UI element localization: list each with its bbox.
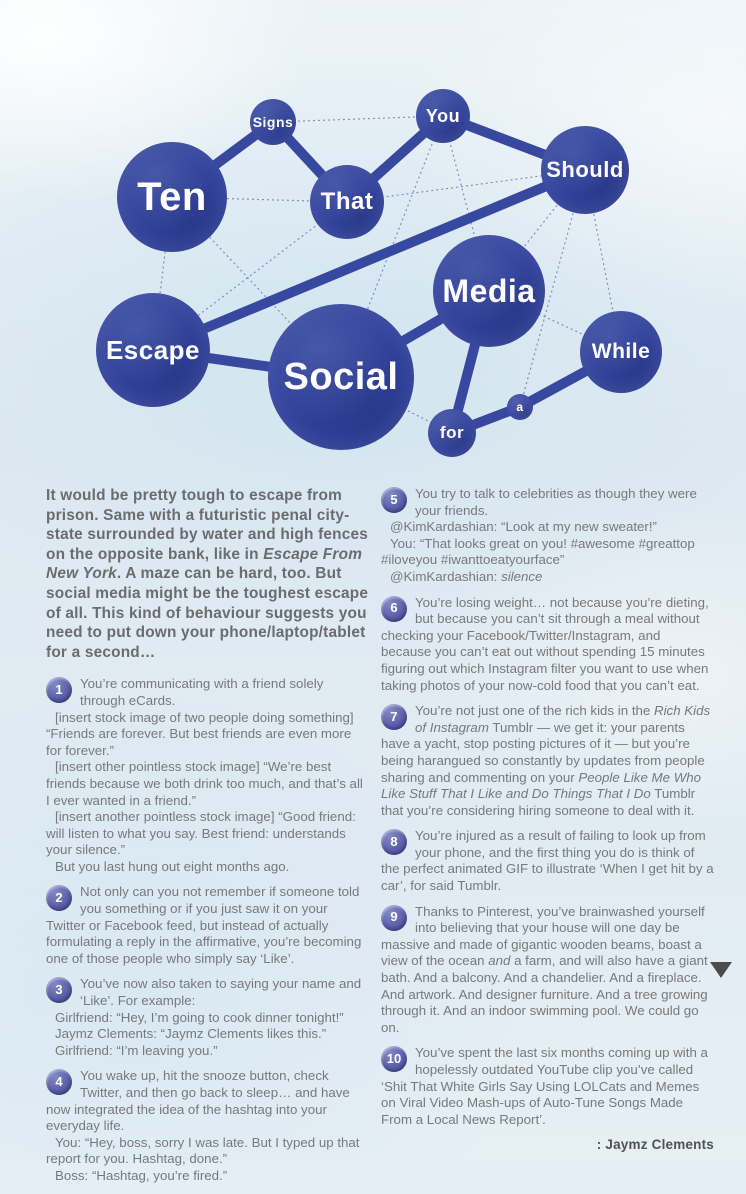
bubble-social: Social — [268, 304, 414, 450]
item-paragraph: Jaymz Clements: “Jaymz Clements likes this.” — [55, 1026, 327, 1042]
item-paragraph: Boss: “Hashtag, you’re fired.” — [55, 1167, 228, 1183]
bubble-media: Media — [433, 235, 545, 347]
article-columns — [46, 486, 714, 1194]
list-item-3 — [46, 976, 370, 1059]
item-number-badge: 4 — [46, 1069, 72, 1095]
bubble-signs: Signs — [250, 99, 296, 145]
item-paragraph: Not only can you not remember if someone told you something or if you just saw it on your Twitter or Facebook feed, but instead of actually formulating a reply in the affirmative, you’re becoming one of those people who simply say ‘Like’. — [46, 884, 362, 966]
item-paragraph: You: “Hey, boss, sorry I was late. But I typed up that report for you. Hashtag, done.” — [46, 1134, 360, 1167]
list-item-5 — [381, 486, 714, 586]
list-item-6 — [381, 595, 714, 695]
item-paragraph: Thanks to Pinterest, you’ve brainwashed yourself into believing that your house will one day be massive and made of gigantic wooden beams, boast a view of the ocean and a farm, and will also have a giant bath. And a balcony. And a chandelier. And a fireplace. And artwork. And designer furniture. And a tree growing through it. And an indoor swimming pool. We could go on. — [381, 903, 708, 1035]
bubble-you: You — [416, 89, 470, 143]
list-item-10 — [381, 1045, 714, 1128]
author-credit: : Jaymz Clements — [596, 1137, 714, 1153]
item-number-badge: 8 — [381, 829, 407, 855]
item-paragraph: You try to talk to celebrities as though they were your friends. — [415, 486, 697, 518]
item-number-badge: 7 — [381, 704, 407, 730]
list-item-1 — [46, 676, 370, 875]
page-marker-triangle-icon — [710, 962, 732, 978]
item-paragraph: You’re injured as a result of failing to look up from your phone, and the first thing you do is think of the perfect animated GIF to illustrate ‘When I get hit by a car’, for said Tumblr. — [381, 828, 714, 894]
item-number-badge: 6 — [381, 596, 407, 622]
item-paragraph: You’re not just one of the rich kids in the Rich Kids of Instagram Tumblr — we get it: your parents have a yacht, stop posting pictures of it — but you’re being harangued so constantly by updates from people sharing and commenting on your People Like Me Who Like Stuff That I Like and Do Things That I Do Tumblr that you’re considering hiring someone to deal with it. — [381, 703, 711, 818]
intro-paragraph: It would be pretty tough to escape from prison. Same with a futuristic penal city-state surrounded by water and high fences on the opposite bank, like in Escape From New York. A maze can be hard, too. But social media might be the toughest escape of all. This kind of behaviour suggests you need to put down your phone/laptop/tablet for a second… — [46, 487, 369, 661]
item-paragraph: You’ve now also taken to saying your name and ‘Like’. For example: — [80, 976, 362, 1009]
item-number-badge: 10 — [381, 1046, 407, 1072]
bubble-while: While — [580, 311, 662, 393]
item-number-badge: 9 — [381, 905, 407, 931]
item-paragraph: You’re losing weight… not because you’re dieting, but because you can’t sit through a meal without checking your Facebook/Twitter/Instagram, and because you can’t eat out without spending 15 minutes figuring out which Instagram filter you want to use when taking photos of your now-cold food that you can’t eat. — [381, 594, 709, 693]
list-item-2 — [46, 884, 370, 967]
article-column-left — [46, 486, 370, 1194]
bubble-should: Should — [541, 126, 629, 214]
item-paragraph: [insert other pointless stock image] “We’re best friends because we both drink too much, and that’s all I ever wanted in a friend.” — [46, 759, 363, 808]
item-number-badge: 1 — [46, 677, 72, 703]
item-paragraph: You’re communicating with a friend solely through eCards. — [80, 676, 324, 708]
bubble-that: That — [310, 165, 384, 239]
item-paragraph: But you last hung out eight months ago. — [55, 858, 290, 874]
item-paragraph: Girlfriend: “I’m leaving you.” — [55, 1042, 218, 1058]
bubble-diagram — [0, 0, 746, 480]
bubble-for: for — [428, 409, 476, 457]
bubble-escape: Escape — [96, 293, 210, 407]
item-number-badge: 5 — [381, 487, 407, 513]
item-paragraph: You wake up, hit the snooze button, check Twitter, and then go back to sleep… and have now integrated the idea of the hashtag into your everyday life. — [46, 1068, 350, 1134]
item-paragraph: [insert stock image of two people doing something] “Friends are forever. But best friends are even more for forever.” — [46, 709, 354, 758]
list-item-8 — [381, 828, 714, 894]
item-paragraph: @KimKardashian: silence — [390, 568, 543, 584]
list-item-7 — [381, 703, 714, 819]
bubble-a: a — [507, 394, 533, 420]
item-paragraph: Girlfriend: “Hey, I’m going to cook dinner tonight!” — [55, 1009, 344, 1025]
item-paragraph: You: “That looks great on you! #awesome #greattop #iloveyou #iwanttoeatyourface” — [381, 535, 695, 568]
article-column-right — [381, 486, 714, 1194]
item-number-badge: 2 — [46, 885, 72, 911]
bubble-ten: Ten — [117, 142, 227, 252]
item-paragraph: [insert another pointless stock image] “Good friend: will listen to what you say. Best friend: understands your silence.” — [46, 809, 356, 858]
item-paragraph: @KimKardashian: “Look at my new sweater!” — [390, 519, 657, 535]
item-paragraph: You’ve spent the last six months coming up with a hopelessly outdated YouTube clip you’ve called ‘Shit That White Girls Say Using LOLCats and Memes on Viral Video Mash-ups of Auto-Tune Songs Made From a Local News Report’. — [381, 1045, 708, 1127]
item-number-badge: 3 — [46, 977, 72, 1003]
list-item-9 — [381, 904, 714, 1037]
list-item-4 — [46, 1068, 370, 1184]
